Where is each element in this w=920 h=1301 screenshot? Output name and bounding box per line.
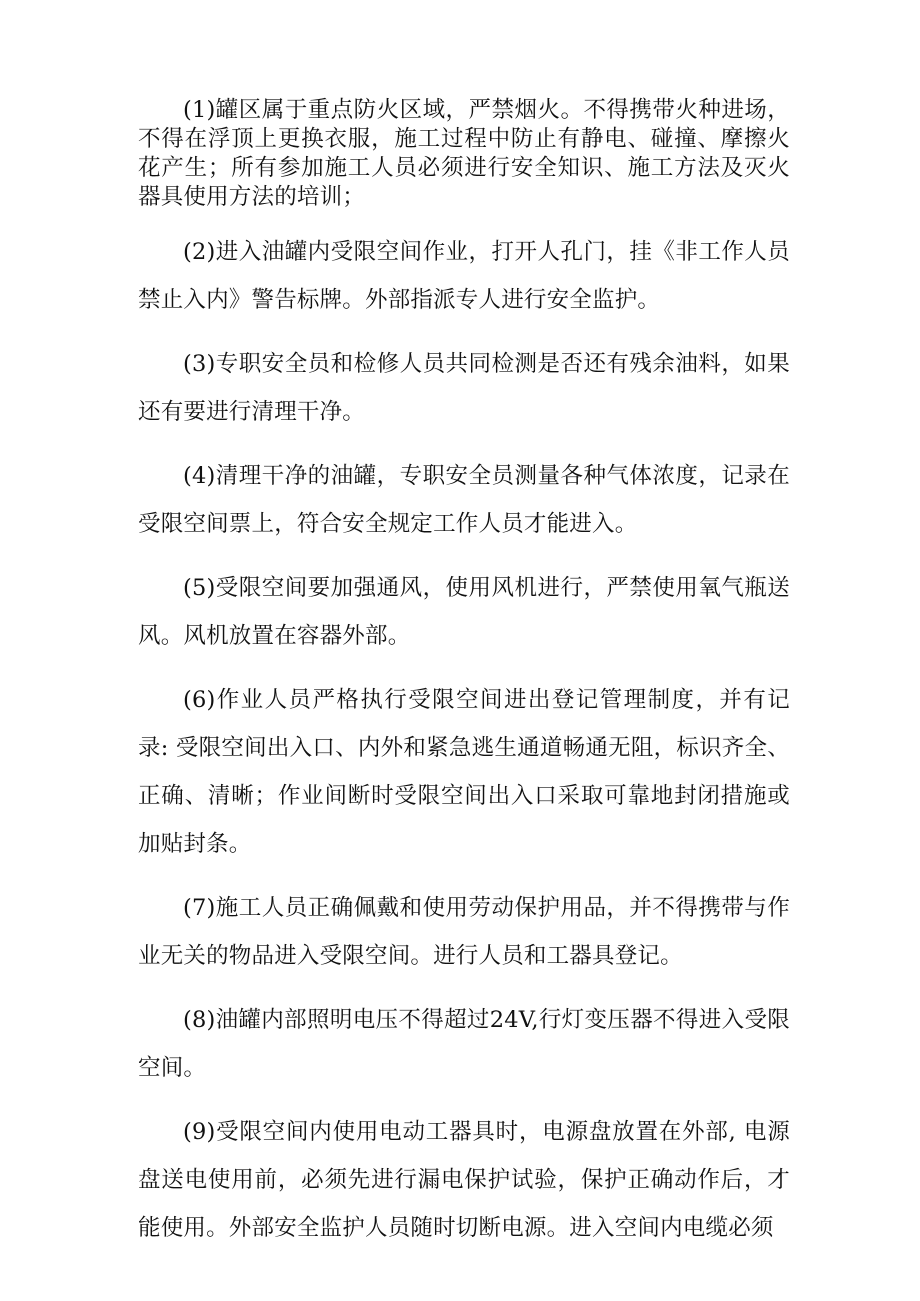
paragraph-1: (1)罐区属于重点防火区域，严禁烟火。不得携带火种进场，不得在浮顶上更换衣服，施工过程中防止有静电、碰撞、摩擦火花产生；所有参加施工人员必须进行安全知识、施工方法及灭火器具使用方法的培训；	[138, 97, 790, 210]
paragraph-9: (9)受限空间内使用电动工器具时，电源盘放置在外部, 电源盘送电使用前，必须先进行漏电保护试验，保护正确动作后，才能使用。外部安全监护人员随时切断电源。进入空间内电缆必须	[138, 1119, 790, 1241]
paragraph-8: (8)油罐内部照明电压不得超过24V,行灯变压器不得进入受限空间。	[138, 1007, 790, 1081]
document-body	[138, 96, 790, 1268]
paragraph-4: (4)清理干净的油罐，专职安全员测量各种气体浓度，记录在受限空间票上，符合安全规定工作人员才能进入。	[138, 463, 790, 537]
paragraph-3: (3)专职安全员和检修人员共同检测是否还有残余油料，如果还有要进行清理干净。	[138, 351, 790, 425]
paragraph-5: (5)受限空间要加强通风，使用风机进行，严禁使用氧气瓶送风。风机放置在容器外部。	[138, 575, 790, 649]
paragraph-6: (6)作业人员严格执行受限空间进出登记管理制度，并有记录: 受限空间出入口、内外和紧急逃生通道畅通无阻，标识齐全、正确、清晰；作业间断时受限空间出入口采取可靠地封闭措施或加贴封条。	[138, 687, 790, 857]
paragraph-2: (2)进入油罐内受限空间作业，打开人孔门，挂《非工作人员禁止入内》警告标牌。外部指派专人进行安全监护。	[138, 239, 790, 313]
paragraph-7: (7)施工人员正确佩戴和使用劳动保护用品，并不得携带与作业无关的物品进入受限空间。进行人员和工器具登记。	[138, 895, 790, 969]
